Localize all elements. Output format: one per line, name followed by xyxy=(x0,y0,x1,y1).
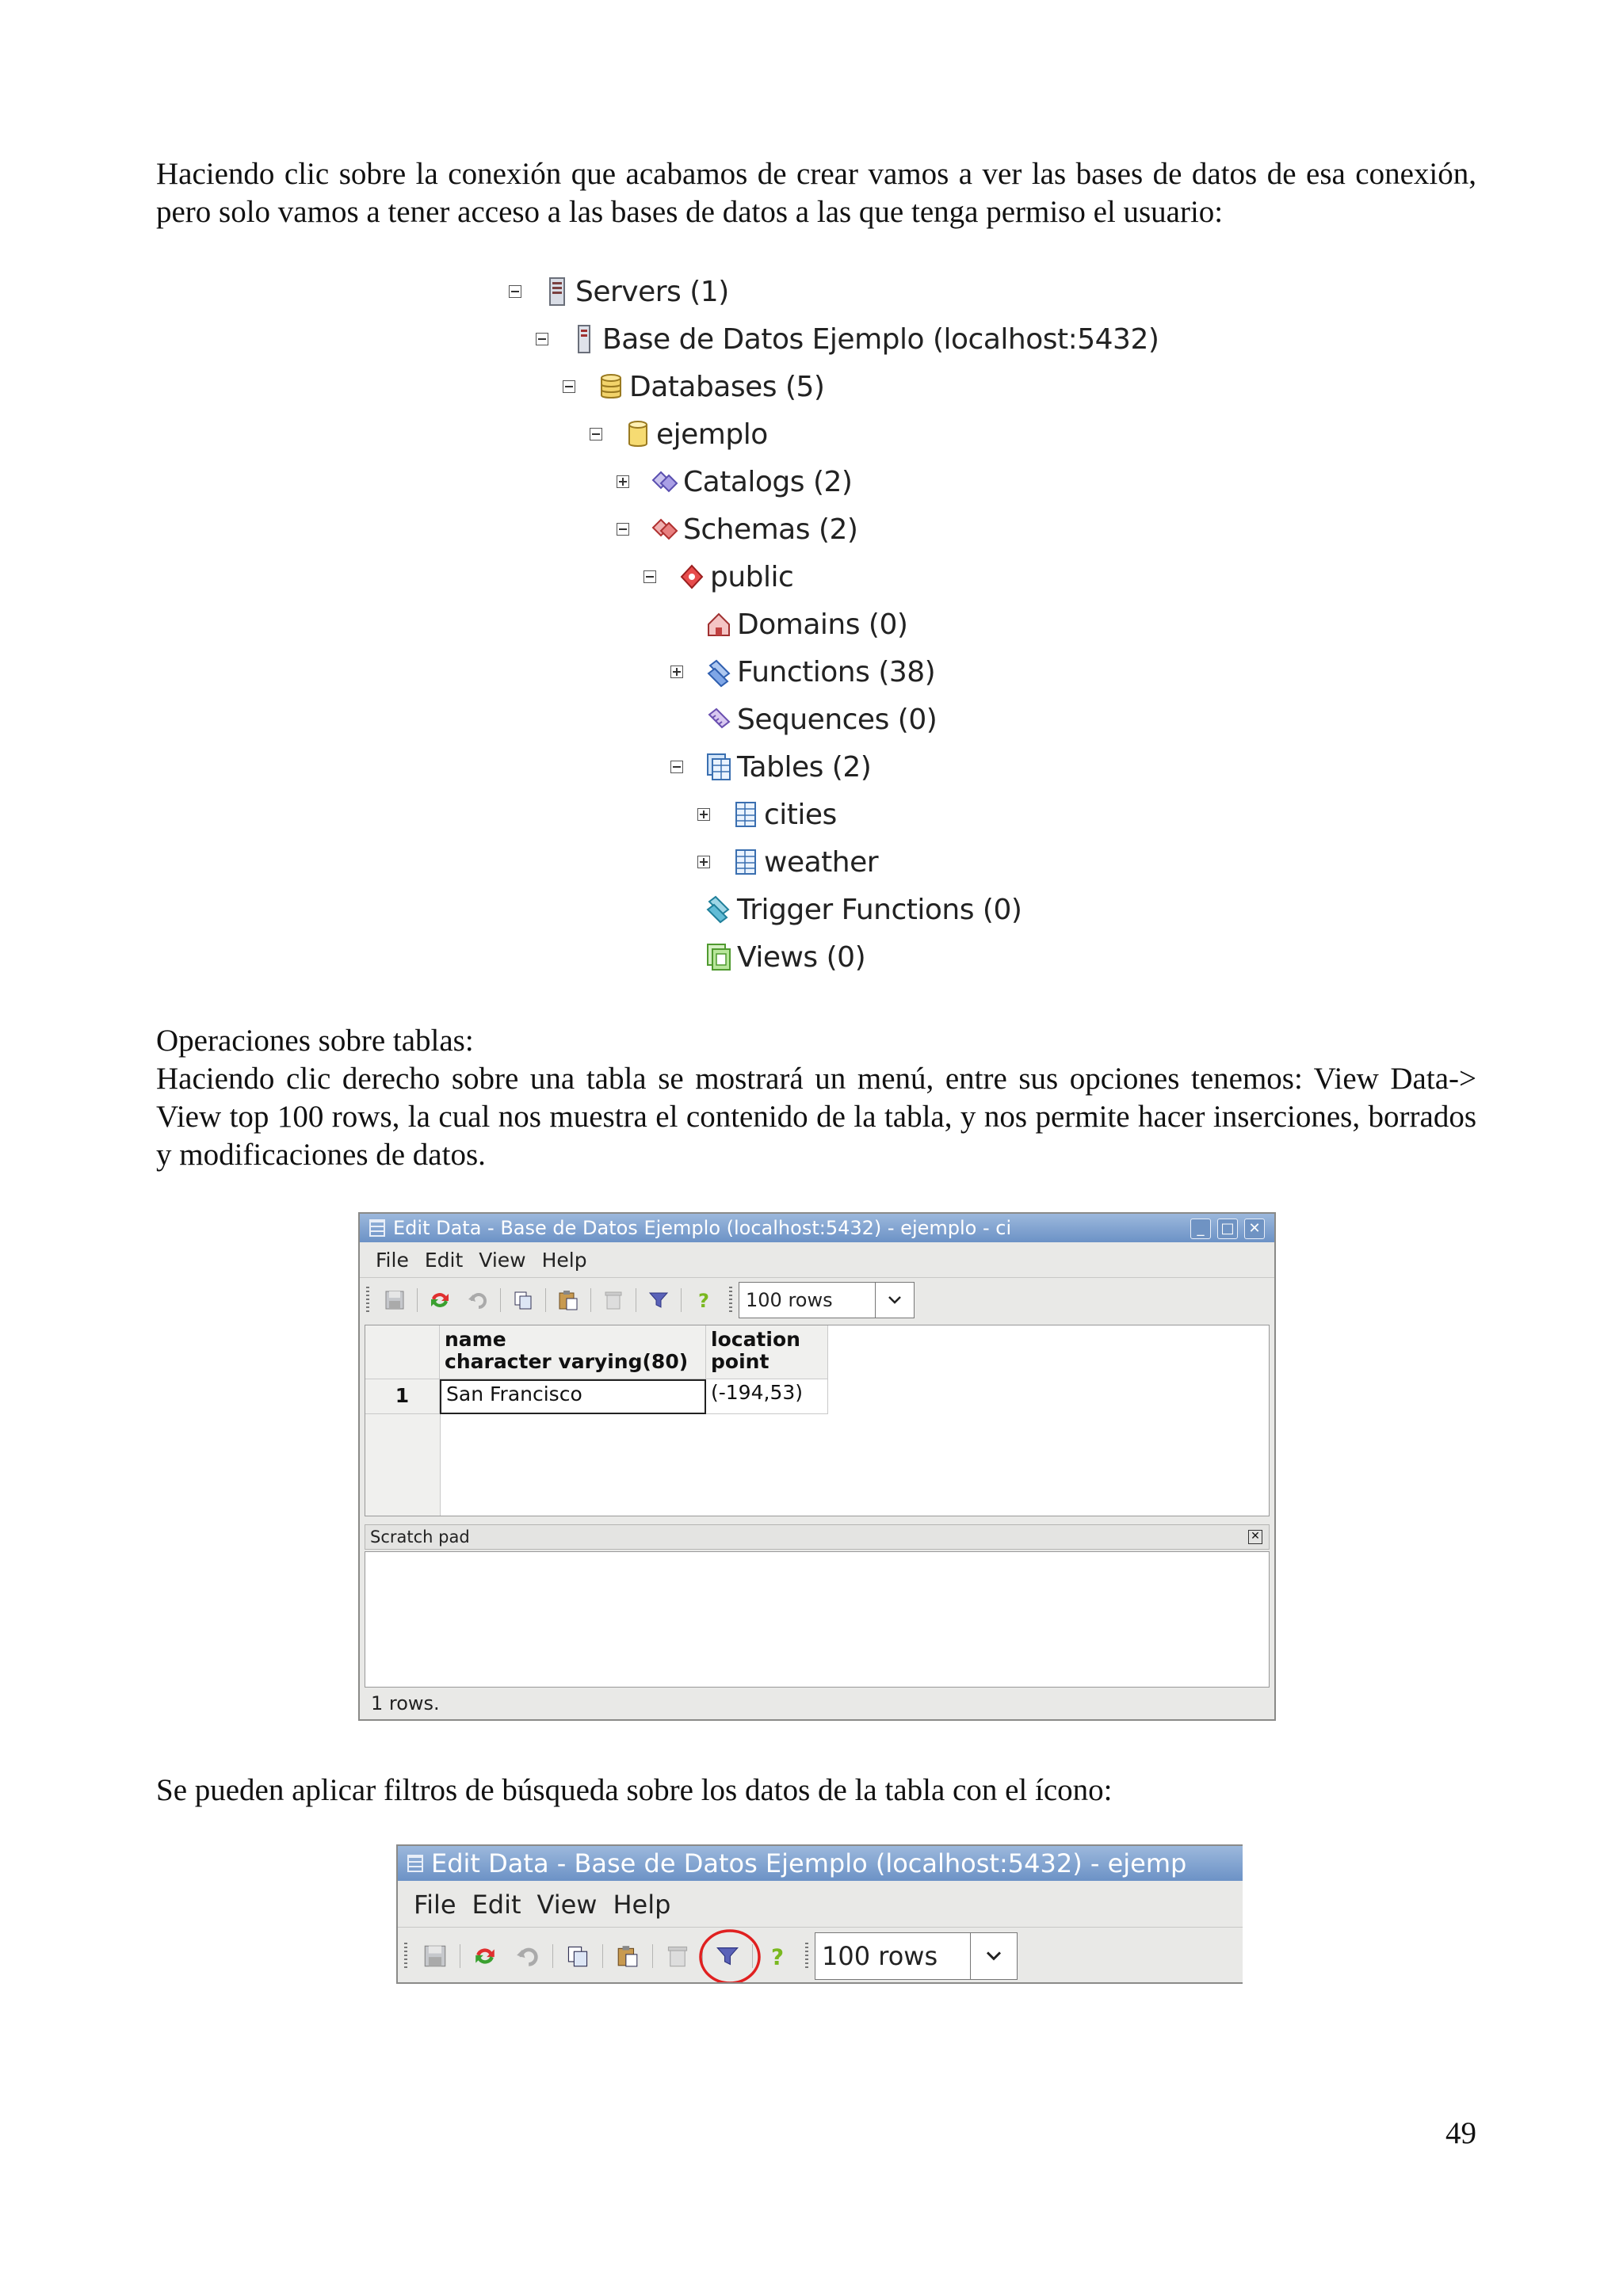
window-icon xyxy=(407,1855,423,1872)
window-title: Edit Data - Base de Datos Ejemplo (localhost:5432) - ejemplo - ci xyxy=(393,1217,1012,1239)
tree-label: Sequences (0) xyxy=(737,703,938,736)
tree-node-sequences[interactable] xyxy=(661,696,937,743)
tree-label: ejemplo xyxy=(656,418,768,451)
menu-bar xyxy=(360,1244,1274,1276)
svg-text:?: ? xyxy=(698,1290,709,1310)
rows-limit-value: 100 rows xyxy=(746,1289,833,1311)
expand-toggle[interactable] xyxy=(617,475,629,488)
copy-button[interactable] xyxy=(511,1288,535,1312)
collapse-toggle[interactable] xyxy=(590,428,602,441)
scratch-pad-title: Scratch pad xyxy=(370,1527,470,1547)
save-button[interactable] xyxy=(383,1288,407,1312)
toolbar-separator xyxy=(417,1288,418,1312)
domains-icon xyxy=(705,608,732,640)
toolbar xyxy=(398,1927,1243,1984)
server-icon xyxy=(571,323,598,355)
menu-file[interactable]: File xyxy=(376,1248,409,1272)
status-bar-text: 1 rows. xyxy=(371,1692,440,1714)
expand-toggle[interactable] xyxy=(670,666,683,678)
tree-node-servers[interactable] xyxy=(499,268,729,315)
delete-button[interactable] xyxy=(666,1944,689,1968)
tree-label: Trigger Functions (0) xyxy=(737,893,1022,926)
tree-label: Tables (2) xyxy=(737,750,872,784)
collapse-toggle[interactable] xyxy=(563,380,575,393)
tree-label: Functions (38) xyxy=(737,655,936,688)
tree-label: cities xyxy=(764,798,837,831)
filter-button[interactable] xyxy=(647,1288,670,1312)
tables-icon xyxy=(705,751,732,783)
undo-icon xyxy=(468,1290,488,1310)
menu-view[interactable]: View xyxy=(537,1890,598,1920)
section-heading: Operaciones sobre tablas: xyxy=(156,1024,474,1058)
tree-node-views[interactable] xyxy=(661,933,865,981)
tree-node-catalogs[interactable] xyxy=(607,458,852,505)
window-title: Edit Data - Base de Datos Ejemplo (localhost:5432) - ejemp xyxy=(431,1848,1187,1878)
tree-node-connection[interactable] xyxy=(526,315,1159,363)
object-browser-tree xyxy=(499,268,1159,989)
toolbar-grip[interactable] xyxy=(729,1287,732,1314)
collapse-toggle[interactable] xyxy=(617,523,629,536)
help-button[interactable] xyxy=(692,1288,716,1312)
chevron-down-icon[interactable] xyxy=(875,1283,914,1318)
tree-node-functions[interactable] xyxy=(661,648,935,696)
filter-icon xyxy=(648,1290,669,1310)
refresh-button[interactable] xyxy=(428,1288,452,1312)
menu-edit[interactable]: Edit xyxy=(472,1890,521,1920)
minimize-button[interactable]: _ xyxy=(1190,1219,1211,1239)
undo-icon xyxy=(516,1943,540,1969)
page-number: 49 xyxy=(1445,2116,1476,2150)
menu-file[interactable]: File xyxy=(414,1890,456,1920)
database-icon xyxy=(624,418,651,450)
toolbar-separator xyxy=(545,1288,546,1312)
help-icon xyxy=(766,1943,789,1969)
toolbar xyxy=(360,1277,1274,1322)
menu-edit[interactable]: Edit xyxy=(424,1248,464,1272)
column-header-location[interactable] xyxy=(706,1325,828,1379)
collapse-toggle[interactable] xyxy=(536,333,548,345)
scratch-pad-textarea[interactable] xyxy=(365,1551,1270,1688)
tree-label: public xyxy=(710,560,794,593)
close-button[interactable]: ✕ xyxy=(1244,1219,1265,1239)
table-icon xyxy=(732,799,759,830)
tree-label: Databases (5) xyxy=(629,370,825,403)
refresh-button[interactable] xyxy=(473,1944,497,1968)
paste-icon xyxy=(557,1289,579,1311)
menu-bar xyxy=(398,1884,1243,1925)
refresh-icon xyxy=(429,1289,451,1311)
row-number[interactable]: 1 xyxy=(365,1379,440,1414)
tree-node-trigger-functions[interactable] xyxy=(661,886,1022,933)
close-icon[interactable]: ✕ xyxy=(1248,1530,1262,1544)
rows-limit-combo[interactable] xyxy=(739,1282,915,1318)
tree-node-public[interactable] xyxy=(634,553,793,601)
edit-data-window-cropped xyxy=(396,1844,1243,1984)
collapse-toggle[interactable] xyxy=(509,285,521,298)
table-operations-paragraph: Haciendo clic derecho sobre una tabla se mostrará un menú, entre sus opciones tenemos: View Data-> View top 100 rows, la cual nos muestra el contenido de la tabla, y nos permite hacer inserciones, borrados y modificaciones de datos. xyxy=(156,1062,1476,1172)
copy-icon xyxy=(513,1290,533,1310)
tree-label: Views (0) xyxy=(737,940,866,974)
toolbar-separator xyxy=(552,1944,553,1968)
highlight-circle-icon xyxy=(698,1928,762,1984)
tree-node-tables[interactable] xyxy=(661,743,871,791)
maximize-button[interactable]: □ xyxy=(1217,1219,1238,1239)
toolbar-separator xyxy=(590,1288,591,1312)
collapse-toggle[interactable] xyxy=(670,761,683,773)
delete-button[interactable] xyxy=(601,1288,625,1312)
help-button[interactable] xyxy=(766,1944,789,1968)
sequences-icon xyxy=(705,704,732,735)
tree-label: weather xyxy=(764,845,879,879)
tree-label: Catalogs (2) xyxy=(683,465,853,498)
tree-label: Schemas (2) xyxy=(683,513,858,546)
toolbar-grip[interactable] xyxy=(404,1943,407,1970)
schema-icon xyxy=(678,561,705,593)
edit-data-window xyxy=(358,1212,1276,1721)
save-icon xyxy=(384,1290,405,1310)
column-name: name xyxy=(445,1328,506,1351)
svg-text:?: ? xyxy=(770,1943,785,1969)
undo-button[interactable] xyxy=(466,1288,490,1312)
tree-node-schemas[interactable] xyxy=(607,505,857,553)
paste-button[interactable] xyxy=(616,1944,640,1968)
refresh-icon xyxy=(473,1943,497,1970)
toolbar-separator xyxy=(500,1288,501,1312)
tree-label: Domains (0) xyxy=(737,608,908,641)
toolbar-separator xyxy=(652,1944,653,1968)
trigger-functions-icon xyxy=(705,894,732,925)
expand-toggle[interactable] xyxy=(697,808,710,821)
databases-icon xyxy=(598,371,624,402)
scratch-pad-header xyxy=(365,1524,1270,1550)
servers-icon xyxy=(544,276,571,307)
tree-node-weather[interactable] xyxy=(688,838,878,886)
toolbar-grip[interactable] xyxy=(366,1287,369,1314)
toolbar-separator xyxy=(602,1944,603,1968)
tree-node-cities[interactable] xyxy=(688,791,837,838)
window-icon xyxy=(369,1219,385,1237)
delete-icon xyxy=(603,1290,624,1310)
copy-button[interactable] xyxy=(566,1944,590,1968)
functions-icon xyxy=(705,656,732,688)
menu-view[interactable]: View xyxy=(479,1248,526,1272)
paste-button[interactable] xyxy=(556,1288,580,1312)
save-icon xyxy=(423,1943,447,1969)
expand-toggle[interactable] xyxy=(697,856,710,868)
copy-icon xyxy=(566,1943,590,1969)
chevron-down-icon[interactable] xyxy=(970,1933,1017,1979)
views-icon xyxy=(705,941,732,973)
delete-icon xyxy=(666,1943,689,1969)
menu-help[interactable]: Help xyxy=(541,1248,587,1272)
filter-paragraph: Se pueden aplicar filtros de búsqueda sobre los datos de la tabla con el ícono: xyxy=(156,1773,1113,1807)
help-icon xyxy=(693,1290,714,1310)
collapse-toggle[interactable] xyxy=(643,570,656,583)
column-type: character varying(80) xyxy=(445,1350,689,1373)
intro-paragraph: Haciendo clic sobre la conexión que acabamos de crear vamos a ver las bases de datos de esa conexión, pero solo vamos a tener acceso a las bases de datos a las que tenga permiso el usuario: xyxy=(156,157,1476,229)
undo-button[interactable] xyxy=(516,1944,540,1968)
table-icon xyxy=(732,846,759,878)
grid-corner xyxy=(365,1325,440,1379)
tree-node-ejemplo[interactable] xyxy=(580,410,768,458)
save-button[interactable] xyxy=(423,1944,447,1968)
tree-label: Base de Datos Ejemplo (localhost:5432) xyxy=(602,322,1159,356)
tree-node-databases[interactable] xyxy=(553,363,824,410)
rows-limit-value: 100 rows xyxy=(822,1941,938,1971)
rows-limit-combo[interactable] xyxy=(815,1932,1018,1980)
tree-node-domains[interactable] xyxy=(661,601,907,648)
paste-icon xyxy=(616,1943,640,1970)
window-titlebar[interactable] xyxy=(360,1214,1274,1242)
data-grid xyxy=(365,1325,1270,1516)
toolbar-separator xyxy=(681,1288,682,1312)
menu-help[interactable]: Help xyxy=(613,1890,671,1920)
catalogs-icon xyxy=(651,466,678,498)
filter-button[interactable] xyxy=(716,1944,739,1968)
tree-label: Servers (1) xyxy=(575,275,729,308)
table-cell-location[interactable]: (-194,53) xyxy=(706,1379,828,1414)
column-name: location xyxy=(711,1328,800,1351)
toolbar-grip[interactable] xyxy=(805,1943,808,1970)
column-type: point xyxy=(711,1350,769,1373)
column-header-name[interactable] xyxy=(440,1325,706,1379)
schemas-icon xyxy=(651,513,678,545)
window-titlebar[interactable] xyxy=(398,1846,1243,1881)
table-cell-name[interactable]: San Francisco xyxy=(440,1379,706,1414)
